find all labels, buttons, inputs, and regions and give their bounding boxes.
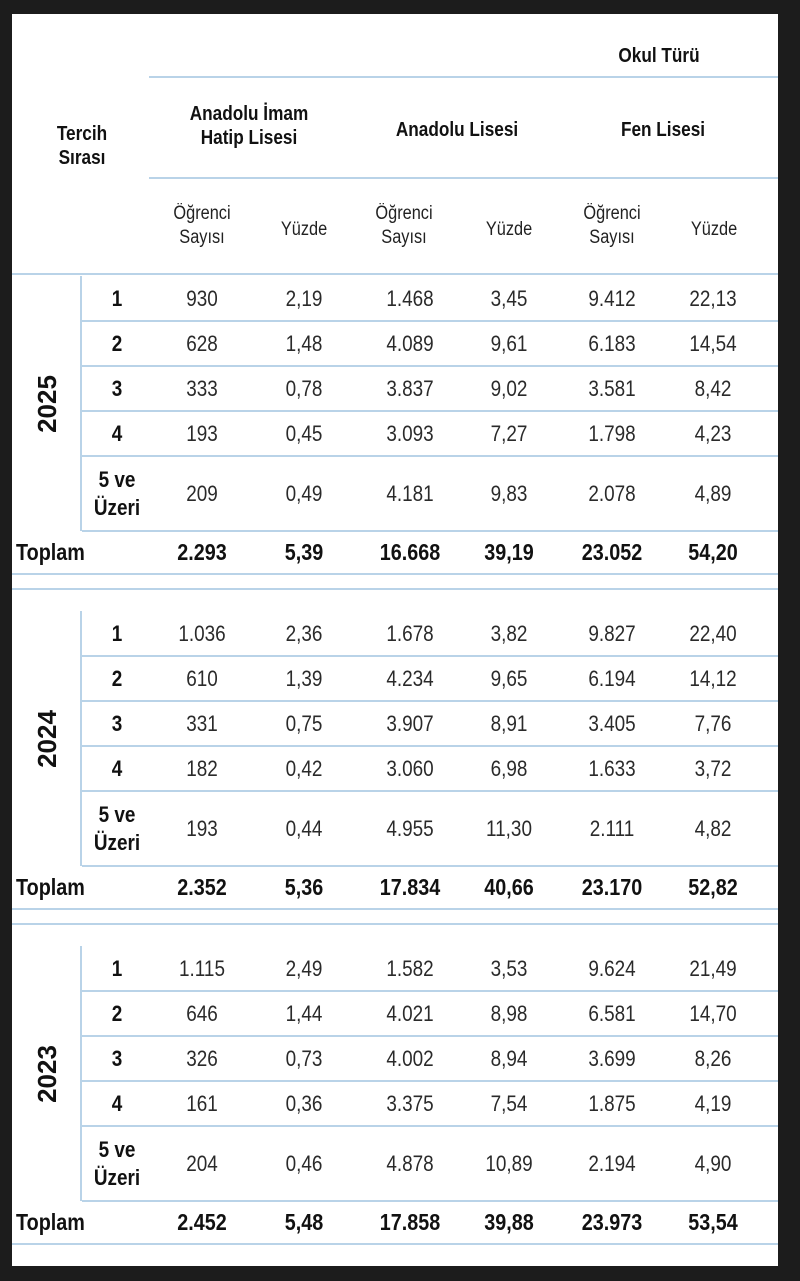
table-cell: 8,42 (694, 375, 732, 401)
row-rule (82, 410, 778, 412)
table-cell: 0,46 (285, 1150, 323, 1176)
table-sheet (12, 14, 778, 1266)
table-cell: 193 (186, 815, 218, 841)
row-rule (82, 530, 778, 532)
table-cell: 1.633 (588, 755, 636, 781)
table-cell: 14,12 (689, 665, 737, 691)
year-rule (80, 946, 82, 1201)
table-cell: 1.115 (179, 955, 225, 981)
table-cell: 4.181 (386, 480, 434, 506)
table-cell: 14,70 (689, 1000, 737, 1026)
table-cell: 4,19 (694, 1090, 732, 1116)
row-rule (82, 1080, 778, 1082)
table-cell: 6.194 (588, 665, 636, 691)
rank-label: 3 (111, 711, 123, 736)
table-cell: 6.581 (588, 1000, 636, 1026)
total-cell: 23.973 (581, 1209, 643, 1235)
table-cell: 9,65 (490, 665, 528, 691)
table-cell: 6,98 (490, 755, 528, 781)
row-rule (82, 365, 778, 367)
school-header-fen: Fen Lisesi (620, 119, 706, 141)
tercih-sirasi-label: Tercih Sırası (56, 123, 108, 169)
table-cell: 204 (186, 1150, 218, 1176)
total-cell: 52,82 (688, 874, 738, 900)
rank-label: 4 (111, 421, 123, 446)
total-cell: 2.452 (177, 1209, 227, 1235)
table-cell: 3.837 (386, 375, 434, 401)
table-cell: 4,90 (694, 1150, 732, 1176)
table-cell: 9.412 (588, 285, 636, 311)
row-rule (82, 790, 778, 792)
table-cell: 209 (186, 480, 218, 506)
year-label: 2024 (32, 709, 62, 768)
subheader-yuzde-2: Yüzde (485, 219, 533, 240)
table-cell: 0,45 (285, 420, 323, 446)
total-cell: 53,54 (688, 1209, 738, 1235)
table-cell: 2.078 (588, 480, 636, 506)
table-cell: 8,98 (490, 1000, 528, 1026)
total-cell: 5,36 (284, 874, 324, 900)
table-cell: 21,49 (689, 955, 737, 981)
table-cell: 3,53 (490, 955, 528, 981)
table-cell: 182 (186, 755, 218, 781)
table-cell: 0,49 (285, 480, 323, 506)
table-cell: 3.405 (588, 710, 636, 736)
rank-label: 1 (111, 956, 123, 981)
row-rule (82, 1035, 778, 1037)
table-cell: 930 (186, 285, 218, 311)
table-cell: 7,27 (490, 420, 528, 446)
row-rule (82, 1125, 778, 1127)
row-rule (82, 745, 778, 747)
table-cell: 161 (186, 1090, 218, 1116)
okul-turu-label: Okul Türü (618, 45, 700, 67)
top-rule (149, 76, 778, 78)
table-cell: 3,82 (490, 620, 528, 646)
rank-label: 5 ve Üzeri (93, 802, 141, 855)
year-rule (80, 276, 82, 531)
subheader-yuzde-1: Yüzde (280, 219, 328, 240)
table-cell: 331 (186, 710, 218, 736)
table-cell: 8,91 (490, 710, 528, 736)
table-cell: 193 (186, 420, 218, 446)
table-cell: 9,83 (490, 480, 528, 506)
total-label: Toplam (16, 1209, 85, 1235)
table-cell: 1.036 (178, 620, 226, 646)
row-rule (82, 1200, 778, 1202)
rank-label: 1 (111, 286, 123, 311)
total-rule (12, 573, 778, 575)
table-cell: 0,75 (285, 710, 323, 736)
total-cell: 23.170 (581, 874, 643, 900)
table-cell: 3.699 (588, 1045, 636, 1071)
total-cell: 17.858 (379, 1209, 441, 1235)
section-rule (12, 923, 778, 925)
school-header-aihl: Anadolu İmam Hatip Lisesi (189, 103, 309, 149)
table-cell: 4.234 (386, 665, 434, 691)
total-rule (12, 1243, 778, 1245)
table-cell: 2,19 (285, 285, 323, 311)
rank-label: 2 (111, 666, 123, 691)
rank-label: 2 (111, 331, 123, 356)
table-cell: 610 (186, 665, 218, 691)
table-cell: 0,42 (285, 755, 323, 781)
rank-label: 4 (111, 756, 123, 781)
table-cell: 22,40 (689, 620, 737, 646)
header-bottom-rule (12, 273, 778, 275)
row-rule (82, 655, 778, 657)
table-cell: 628 (186, 330, 218, 356)
total-cell: 16.668 (379, 539, 441, 565)
table-cell: 22,13 (689, 285, 737, 311)
rank-label: 4 (111, 1091, 123, 1116)
total-cell: 17.834 (379, 874, 441, 900)
table-cell: 4.002 (386, 1045, 434, 1071)
tercih-sirasi-header (39, 122, 125, 170)
rank-label: 1 (111, 621, 123, 646)
table-cell: 9.624 (588, 955, 636, 981)
table-cell: 3,45 (490, 285, 528, 311)
table-cell: 7,54 (490, 1090, 528, 1116)
table-cell: 4.878 (386, 1150, 434, 1176)
table-cell: 8,26 (694, 1045, 732, 1071)
table-cell: 3.907 (386, 710, 434, 736)
total-cell: 54,20 (688, 539, 738, 565)
table-cell: 2,49 (285, 955, 323, 981)
subheader-ogrenci-2: Öğrenci Sayısı (375, 203, 433, 248)
total-cell: 5,39 (284, 539, 324, 565)
year-label: 2023 (32, 1044, 62, 1103)
row-rule (82, 320, 778, 322)
table-cell: 1.875 (588, 1090, 636, 1116)
table-cell: 4.021 (386, 1000, 434, 1026)
table-cell: 7,76 (694, 710, 732, 736)
rank-label: 5 ve Üzeri (93, 467, 141, 520)
table-cell: 2.194 (588, 1150, 636, 1176)
table-cell: 8,94 (490, 1045, 528, 1071)
table-cell: 0,73 (285, 1045, 323, 1071)
row-rule (82, 700, 778, 702)
table-cell: 10,89 (485, 1150, 533, 1176)
rank-label: 5 ve Üzeri (93, 1137, 141, 1190)
table-cell: 1.582 (386, 955, 434, 981)
table-cell: 326 (186, 1045, 218, 1071)
total-cell: 39,88 (484, 1209, 534, 1235)
table-cell: 4,82 (694, 815, 732, 841)
rank-label: 3 (111, 376, 123, 401)
total-cell: 23.052 (581, 539, 643, 565)
row-rule (82, 990, 778, 992)
table-cell: 4,23 (694, 420, 732, 446)
table-cell: 3.093 (386, 420, 434, 446)
total-cell: 40,66 (484, 874, 534, 900)
total-cell: 2.352 (177, 874, 227, 900)
table-cell: 1.798 (588, 420, 636, 446)
table-cell: 4,89 (694, 480, 732, 506)
subheader-ogrenci-1: Öğrenci Sayısı (173, 203, 231, 248)
table-cell: 3.375 (386, 1090, 434, 1116)
total-cell: 39,19 (484, 539, 534, 565)
subheader-yuzde-3: Yüzde (690, 219, 738, 240)
table-cell: 2,36 (285, 620, 323, 646)
table-cell: 9,02 (490, 375, 528, 401)
rank-label: 3 (111, 1046, 123, 1071)
table-cell: 0,78 (285, 375, 323, 401)
row-rule (82, 455, 778, 457)
table-cell: 0,44 (285, 815, 323, 841)
table-cell: 646 (186, 1000, 218, 1026)
table-cell: 2.111 (589, 815, 635, 841)
table-cell: 14,54 (689, 330, 737, 356)
table-cell: 9,61 (490, 330, 528, 356)
table-cell: 9.827 (588, 620, 636, 646)
table-cell: 3,72 (694, 755, 732, 781)
total-label: Toplam (16, 539, 85, 565)
table-cell: 1,39 (285, 665, 323, 691)
total-cell: 2.293 (177, 539, 227, 565)
total-cell: 5,48 (284, 1209, 324, 1235)
table-cell: 0,36 (285, 1090, 323, 1116)
table-cell: 3.060 (386, 755, 434, 781)
section-rule (12, 588, 778, 590)
school-header-rule (149, 177, 778, 179)
total-rule (12, 908, 778, 910)
data-table (12, 14, 778, 1266)
table-cell: 3.581 (588, 375, 636, 401)
table-cell: 4.955 (386, 815, 434, 841)
school-header-anadolu: Anadolu Lisesi (395, 119, 519, 141)
year-rule (80, 611, 82, 866)
row-rule (82, 865, 778, 867)
table-cell: 1.678 (386, 620, 434, 646)
year-label: 2025 (32, 374, 62, 433)
table-cell: 11,30 (486, 815, 532, 841)
total-label: Toplam (16, 874, 85, 900)
subheader-ogrenci-3: Öğrenci Sayısı (583, 203, 641, 248)
table-cell: 333 (186, 375, 218, 401)
table-cell: 1.468 (386, 285, 434, 311)
table-cell: 6.183 (588, 330, 636, 356)
table-cell: 4.089 (386, 330, 434, 356)
table-cell: 1,48 (285, 330, 323, 356)
table-cell: 1,44 (285, 1000, 323, 1026)
rank-label: 2 (111, 1001, 123, 1026)
